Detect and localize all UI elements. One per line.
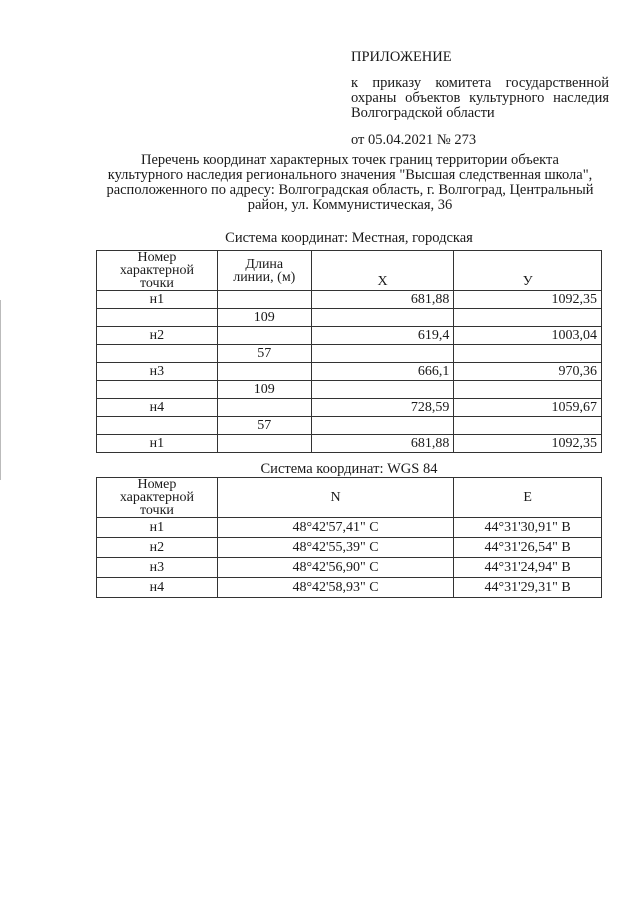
order-line-2: охраны объектов культурного наследия [351,90,609,106]
y-cell [454,345,602,363]
table-row [97,435,602,453]
header-point-number: Номер характерной точки [97,251,218,291]
y-cell: 1092,35 [454,291,602,309]
length-cell [217,399,311,417]
length-cell [217,435,311,453]
n-cell: 48°42'57,41" С [217,518,453,538]
x-cell [311,381,454,399]
x-cell: 666,1 [311,363,454,381]
length-cell: 109 [217,309,311,327]
y-cell [454,381,602,399]
point-cell [97,381,218,399]
point-cell: н1 [97,291,218,309]
y-cell: 1092,35 [454,435,602,453]
e-cell: 44°31'24,94" В [454,558,602,578]
n-cell: 48°42'55,39" С [217,538,453,558]
order-line-1: к приказу комитета государственной [351,75,609,91]
table-row [97,399,602,417]
wgs-system-caption: Система координат: WGS 84 [260,461,438,477]
y-cell [454,417,602,435]
point-cell: н2 [97,538,218,558]
length-cell: 109 [217,381,311,399]
point-cell: н4 [97,578,218,598]
table-header-row [97,251,602,291]
e-cell: 44°31'30,91" В [454,518,602,538]
point-cell: н1 [97,435,218,453]
n-cell: 48°42'56,90" С [217,558,453,578]
wgs-coordinates-table [96,477,602,598]
y-cell [454,309,602,327]
x-cell [311,345,454,363]
header-x: X [311,251,454,291]
header-e: E [454,478,602,518]
local-coordinates-table [96,250,602,453]
point-cell [97,309,218,327]
length-cell: 57 [217,417,311,435]
table-row [97,327,602,345]
e-cell: 44°31'26,54" В [454,538,602,558]
point-cell [97,417,218,435]
point-cell: н1 [97,518,218,538]
table-row [97,558,602,578]
table-row [97,518,602,538]
x-cell: 619,4 [311,327,454,345]
x-cell [311,417,454,435]
table-row [97,538,602,558]
order-date: от 05.04.2021 № 273 [351,132,477,148]
title-line-1: Перечень координат характерных точек границ территории объекта [141,152,559,168]
header-line-length: Длина линии, (м) [217,251,311,291]
table-row [97,363,602,381]
scan-margin-mark [0,300,1,480]
title-line-2: культурного наследия регионального значения "Высшая следственная школа", [107,167,593,183]
appendix-title: ПРИЛОЖЕНИЕ [351,49,452,65]
x-cell [311,309,454,327]
n-cell: 48°42'58,93" С [217,578,453,598]
header-n: N [217,478,453,518]
appendix-header [351,50,609,148]
point-cell [97,345,218,363]
y-cell: 970,36 [454,363,602,381]
e-cell: 44°31'29,31" В [454,578,602,598]
title-line-4: район, ул. Коммунистическая, 36 [247,197,453,213]
y-cell: 1003,04 [454,327,602,345]
point-cell: н4 [97,399,218,417]
point-cell: н2 [97,327,218,345]
header-y: У [454,251,602,291]
table-row [97,309,602,327]
point-cell: н3 [97,363,218,381]
table-row [97,417,602,435]
header-point-number: Номер характерной точки [97,478,218,518]
local-system-caption: Система координат: Местная, городская [225,230,473,246]
table-row [97,345,602,363]
length-cell [217,327,311,345]
table-header-row [97,478,602,518]
length-cell [217,363,311,381]
x-cell: 728,59 [311,399,454,417]
order-line-3: Волгоградской области [351,105,495,121]
x-cell: 681,88 [311,435,454,453]
table-row [97,381,602,399]
point-cell: н3 [97,558,218,578]
title-line-3: расположенного по адресу: Волгоградская область, г. Волгоград, Центральный [106,182,594,198]
y-cell: 1059,67 [454,399,602,417]
document-title [90,153,610,213]
table-row [97,291,602,309]
length-cell [217,291,311,309]
table-row [97,578,602,598]
length-cell: 57 [217,345,311,363]
x-cell: 681,88 [311,291,454,309]
